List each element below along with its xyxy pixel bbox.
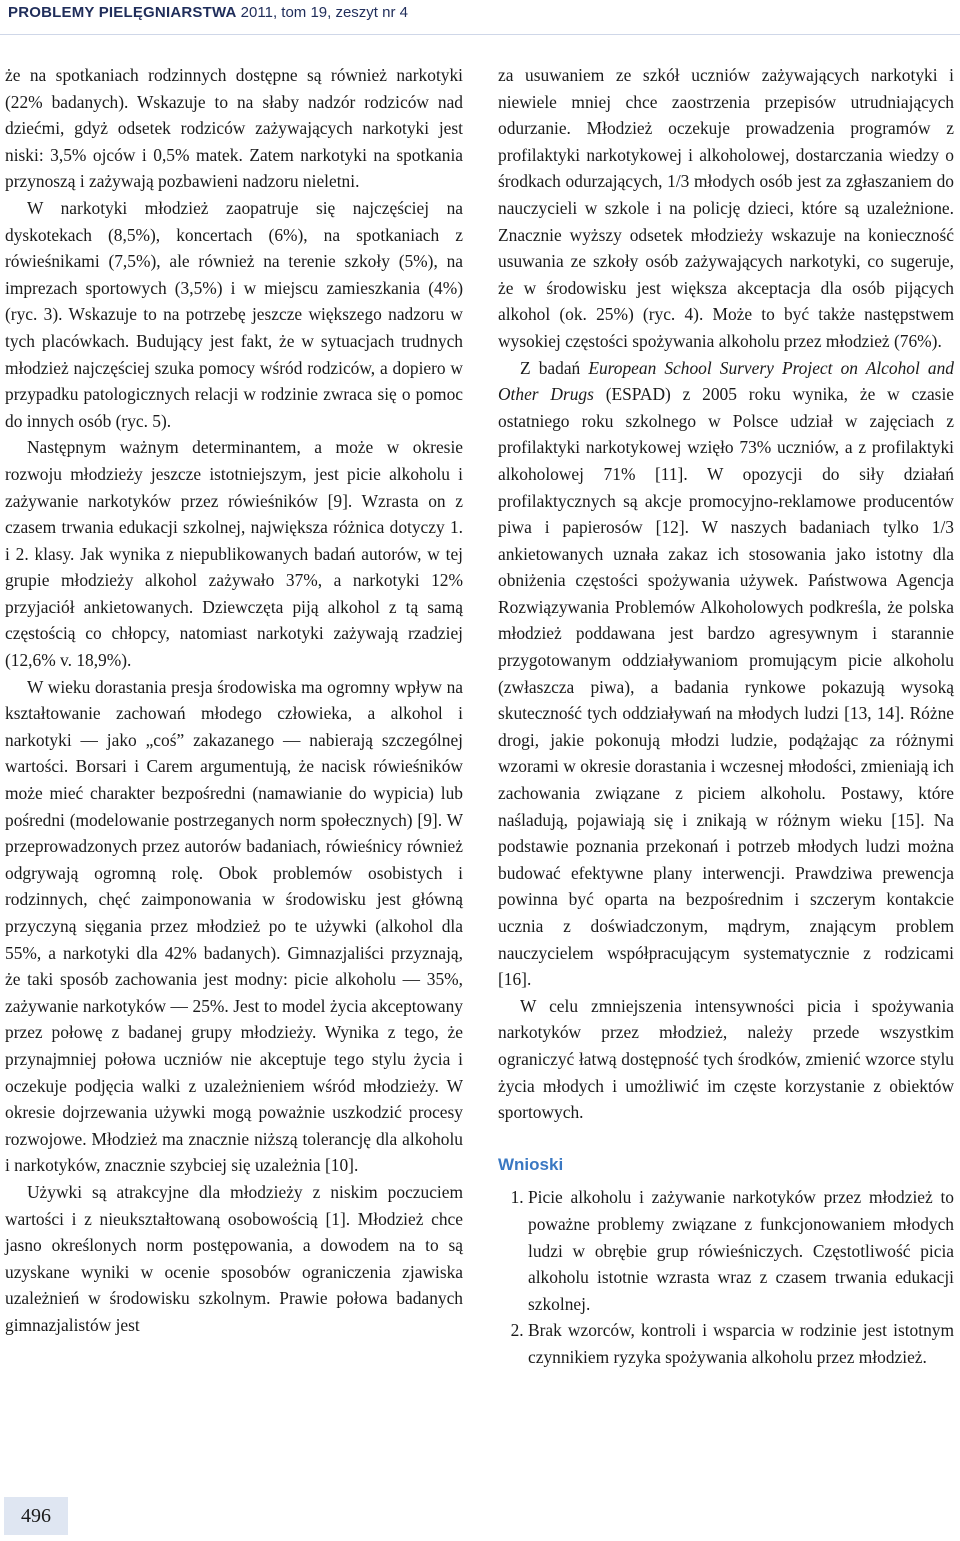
- section-title: Wnioski: [498, 1154, 564, 1174]
- running-header: [0, 0, 960, 35]
- italic-title: European School Survery Project on Alcohol and Other Drugs: [498, 357, 954, 405]
- list-item: 1. Picie alkoholu i zażywanie narkotyków przez młodzież to poważne problemy związane z funkcjonowaniem młodych ludzi w obrębie grup rówieśniczych. Częstotliwość picia alkoholu istotnie wzrasta wraz z czasem trwania edukacji szkolnej.: [528, 1184, 954, 1317]
- paragraph-espad: [498, 355, 954, 993]
- paragraph: W wieku dorastania presja środowiska ma ogromny wpływ na kształtowanie zachowań młodego człowieka, a alkohol i narkotyki — jako „coś” zakazanego — nabierają szczególnej wartości. Borsari i Carem argumentują, że nacisk rówieśników może mieć charakter bezpośredni (namawianie do wypicia) lub pośredni (modelowanie postrzeganych norm społecznych) [9]. W przeprowadzonych przez autorów badaniach, rówieśnicy również odgrywają ogromną rolę. Obok problemów osobistych i rodzinnych, chęć zaimponowania w środowisku jest główną przyczyną sięgania przez młodzież po te używki (alkohol dla 55%, a narkotyki dla 42% badanych). Gimnazjaliści przyznają, że taki sposób zachowania jest modny: picie alkoholu — 35%, zażywanie narkotyków — 25%. Jest to model życia akceptowany przez połowę z badanej grupy młodzieży. Wynika z tego, że przynajmniej połowa uczniów nie akceptuje tego stylu życia i oczekuje podjęcia walki z uzależnieniem wśród młodzieży. W okresie dojrzewania używki mogą poważnie uszkodzić procesy rozwojowe. Młodzież ma znacznie niższą tolerancję dla alkoholu i narkotyków, znacznie szybciej się uzależnia [10].: [5, 676, 463, 1176]
- text-run: Z badań: [520, 357, 589, 378]
- journal-name: PROBLEMY PIELĘGNIARSTWA: [8, 4, 237, 21]
- paragraph: Używki są atrakcyjne dla młodzieży z niskim poczuciem wartości i z nieukształtowaną osobowością [1]. Młodzież chce jasno określonych norm postępowania, a dowodem na to są uzyskane wyniki w ocenie sposobów ograniczenia zjawiska uzależnień w środowisku szkolnym. Prawie połowa badanych gimnazjalistów jest: [5, 1181, 463, 1335]
- paragraph: za usuwaniem ze szkół uczniów zażywających narkotyki i niewiele mniej chce zaostrzenia przepisów utrudniających odurzanie. Młodzież oczekuje prowadzenia programów z profilaktyki narkotykowej i alkoholowej, dostarczania wiedzy o środkach odurzających, 1/3 młodych osób jest za zgłaszaniem do nauczycieli w szkole i na policję dzieci, które są uzależnione. Znacznie wyższy odsetek młodzieży wskazuje na konieczność usuwania ze szkoły osób zażywających narkotyki, co sugeruje, że w środowisku jest większa akceptacja dla osób pijących alkohol (ok. 25%) (ryc. 4). Może to być także następstwem wysokiej częstości spożywania alkoholu przez młodzież (76%).: [498, 65, 954, 351]
- paragraph: Następnym ważnym determinantem, a może w okresie rozwoju młodzieży jeszcze istotniejszym, jest picie alkoholu i zażywanie narkotyków przez rówieśników [9]. Wzrasta on z czasem trwania edukacji szkolnej, największa różnica dotyczy 1. i 2. klasy. Jak wynika z niepublikowanych badań autorów, w tej grupie młodzieży alkohol zażywało 37%, a narkotyki 12% przyjaciół ankietowanych. Dziewczęta piją alkohol z tą samą częstością co chłopcy, natomiast narkotyki zażywają rzadziej (12,6% v. 18,9%).: [5, 437, 463, 671]
- page-number: 496: [4, 1497, 68, 1535]
- list-item: 2. Brak wzorców, kontroli i wsparcia w rodzinie jest istotnym czynnikiem ryzyka spożywania alkoholu przez młodzież.: [528, 1317, 954, 1370]
- text-run: (ESPAD) z 2005 roku wynika, że w czasie ostatniego roku szkolnego w Polsce udział w zajęciach z profilaktyki narkotykowej wzięło 73% uczniów, a z profilaktyki alkoholowej 71% [11]. W opozycji do siły działań profilaktycznych są akcje promocyjno-reklamowe producentów piwa i papierosów [12]. W naszych badaniach tylko 1/3 ankietowanych uznała zakaz ich stosowania jako istotny dla obniżenia częstości spożywania używek. Państwowa Agencja Rozwiązywania Problemów Alkoholowych podkreśla, że polska młodzież poddawana jest bardzo agresywnym i starannie przygotowanym oddziaływaniom promującym picie alkoholu (zwłaszcza piwa), a badania rynkowe pokazują wysoką skuteczność tych oddziaływań na młodych ludzi [13, 14]. Różne drogi, jakie pokonują młodzi ludzie, podążając za różnymi wzorami w okresie dorastania i wczesnej młodości, zmieniają ich zachowania związane z piciem alkoholu. Postawy, które naśladują, pojawiają się i znikają w różnym wieku [15]. Na podstawie poznania przekonań i potrzeb młodych ludzi można budować efektywne plany interwencji. Prawdziwa prewencja powinna być oparta na bezpośrednim i szczerym kontakcie ucznia z doświadczonym, mądrym, znającym problem nauczycielem współpracującym systematycznie z rodzicami [16].: [498, 384, 954, 990]
- journal-header: [8, 4, 408, 21]
- paragraph: W celu zmniejszenia intensywności picia i spożywania narkotyków przez młodzież, należy przede wszystkim ograniczyć łatwą dostępność tych środków, zmienić wzorce stylu życia młodych i umożliwić im częste korzystanie z obiektów sportowych.: [498, 995, 954, 1123]
- conclusions-list: [498, 1184, 954, 1370]
- paragraph: że na spotkaniach rodzinnych dostępne są również narkotyki (22% badanych). Wskazuje to na słaby nadzór rodziców nad dziećmi, gdyż odsetek rodziców zażywających narkotyki jest niski: 3,5% ojców i 0,5% matek. Zatem narkotyki na spotkania przynoszą i zażywają pozbawieni nadzoru nieletni.: [5, 65, 463, 192]
- right-column: [498, 62, 954, 1371]
- left-column: [5, 62, 463, 1339]
- journal-issue: 2011, tom 19, zeszyt nr 4: [236, 4, 408, 21]
- paragraph: W narkotyki młodzież zaopatruje się najczęściej na dyskotekach (8,5%), koncertach (6%), na spotkaniach z rówieśnikami (7,5%), ale również na terenie szkoły (5%), na imprezach sportowych (3,5%) i w miejscu zamieszkania (4%) (ryc. 3). Wskazuje to na potrzebę jeszcze większego nadzoru w tych placówkach. Budujący jest fakt, że w sytuacjach trudnych młodzież najczęściej szuka pomocy wśród rodziców, a dopiero w przypadku patologicznych relacji w rodzinie zwraca się o pomoc do innych osób (ryc. 5).: [5, 197, 463, 431]
